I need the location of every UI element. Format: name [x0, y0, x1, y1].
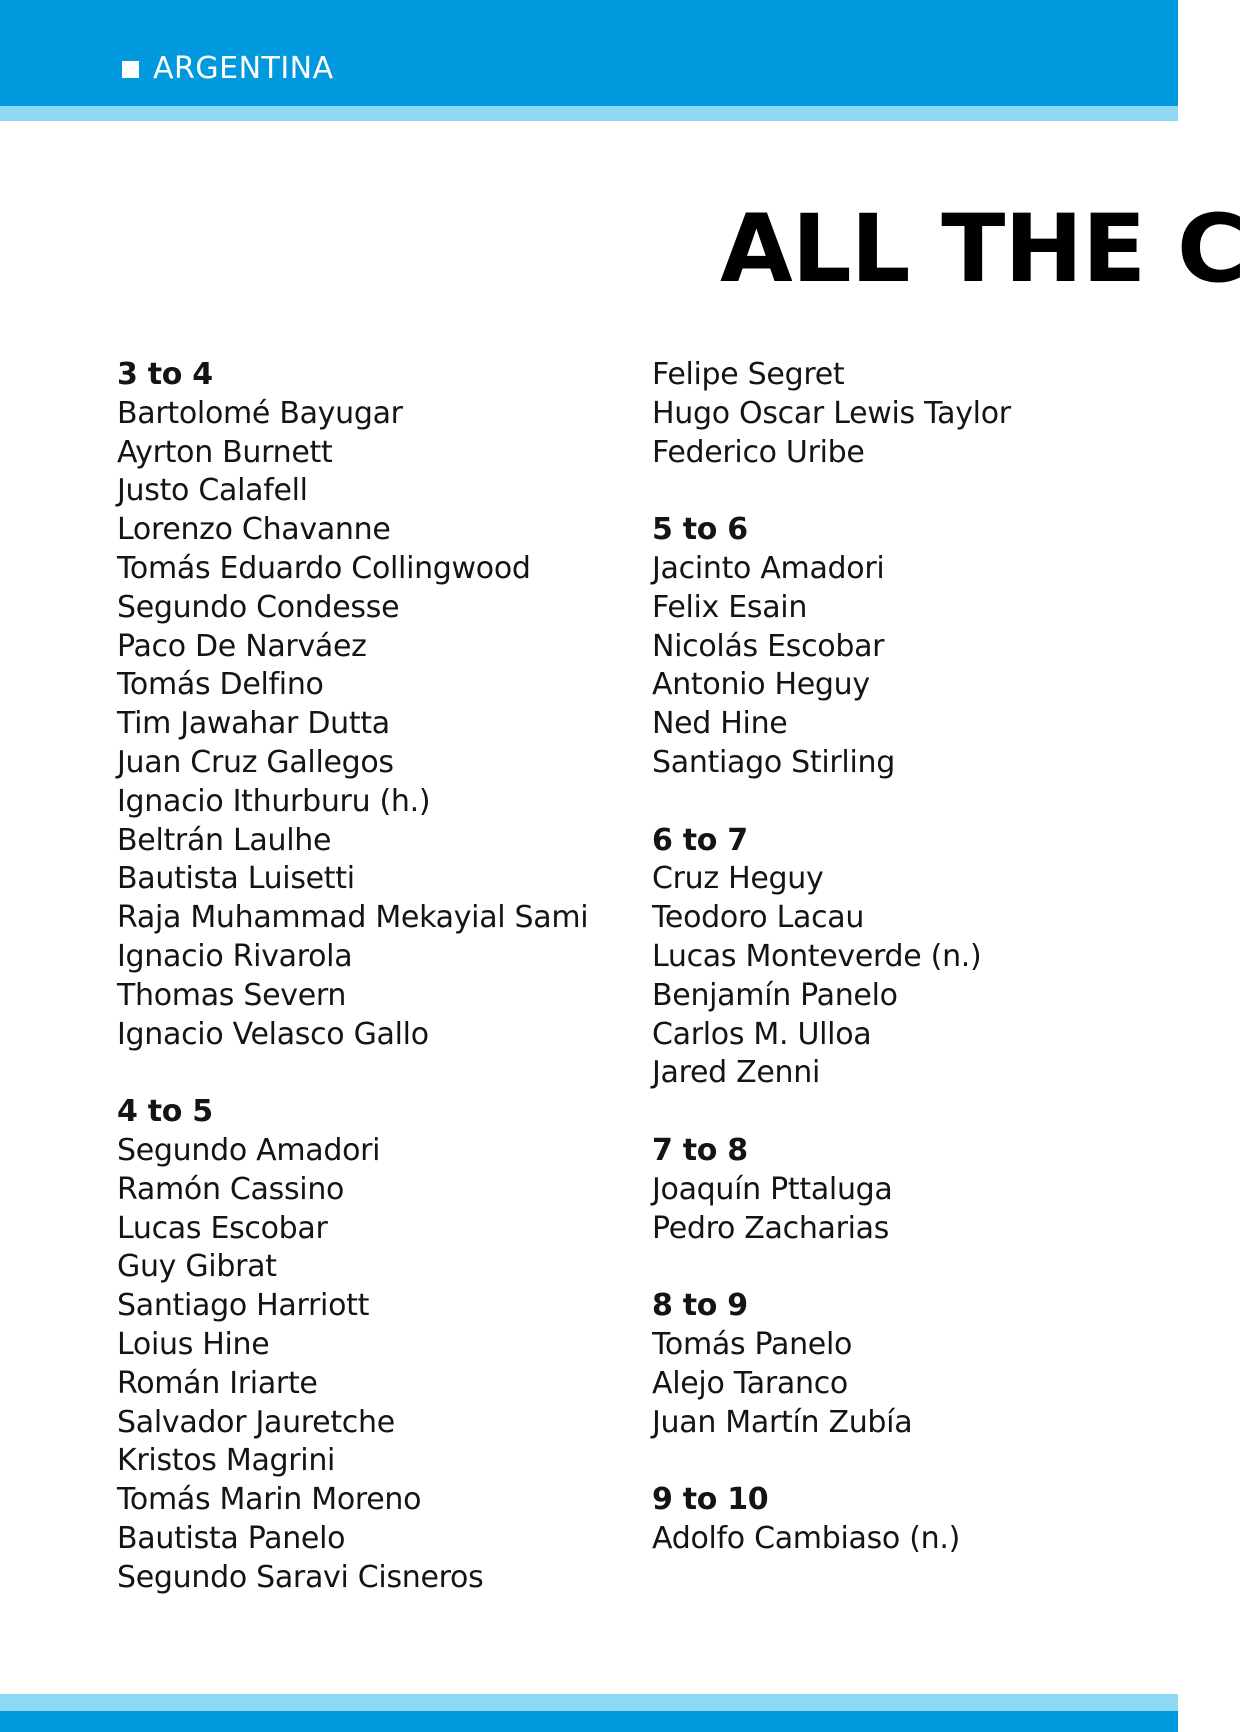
player-name: Carlos M. Ulloa: [652, 1016, 872, 1052]
player-name: Antonio Heguy: [652, 667, 870, 703]
player-name: Tomás Eduardo Collingwood: [117, 550, 531, 586]
handicap-group: [652, 1481, 1011, 1559]
player-name: Joaquín Pttaluga: [652, 1171, 893, 1207]
player-name: Tomás Panelo: [652, 1326, 853, 1362]
player-name: Ramón Cassino: [117, 1171, 345, 1207]
player-name: Alejo Taranco: [652, 1365, 848, 1401]
player-name: Segundo Condesse: [117, 589, 400, 625]
player-name: Adolfo Cambiaso (n.): [652, 1520, 960, 1556]
square-bullet-icon: [122, 61, 139, 78]
player-name: Kristos Magrini: [117, 1443, 336, 1479]
handicap-range-heading: 5 to 6: [652, 512, 748, 548]
player-name: Ignacio Rivarola: [117, 938, 353, 974]
handicap-range-heading: 9 to 10: [652, 1482, 769, 1518]
handicap-group: [117, 356, 588, 1054]
player-name: Tomás Delfino: [117, 667, 324, 703]
player-name: Thomas Severn: [117, 977, 347, 1013]
handicap-range-heading: 3 to 4: [117, 357, 213, 392]
footer-banner: [0, 1711, 1178, 1732]
player-name: Felix Esain: [652, 589, 808, 625]
player-name: Ned Hine: [652, 706, 788, 742]
player-name: Román Iriarte: [117, 1365, 318, 1401]
player-name: Pedro Zacharias: [652, 1210, 890, 1246]
handicap-range-heading: 6 to 7: [652, 822, 748, 858]
player-name: Guy Gibrat: [117, 1249, 277, 1285]
player-name: Hugo Oscar Lewis Taylor: [652, 395, 1011, 431]
handicap-column-left: [117, 356, 588, 1598]
player-name: Beltrán Laulhe: [117, 822, 332, 858]
handicap-group: [652, 822, 1011, 1094]
player-name: Bartolomé Bayugar: [117, 395, 403, 431]
player-name: Jared Zenni: [652, 1055, 821, 1091]
player-name: Bautista Panelo: [117, 1520, 346, 1556]
player-name: Juan Martín Zubía: [652, 1404, 913, 1440]
player-name: Tim Jawahar Dutta: [117, 706, 390, 742]
player-name: Ignacio Ithurburu (h.): [117, 783, 431, 819]
player-name: Federico Uribe: [652, 434, 865, 470]
player-name: Bautista Luisetti: [117, 861, 355, 897]
player-name: Ignacio Velasco Gallo: [117, 1016, 429, 1052]
page-title: ALL THE C: [720, 195, 1245, 304]
player-name: Juan Cruz Gallegos: [117, 744, 394, 780]
player-name: Lucas Escobar: [117, 1210, 328, 1246]
player-name: Teodoro Lacau: [652, 900, 865, 936]
player-name: Benjamín Panelo: [652, 977, 898, 1013]
handicap-group: [652, 1132, 1011, 1248]
handicap-group: [652, 511, 1011, 783]
player-name: Segundo Saravi Cisneros: [117, 1559, 484, 1595]
player-name: Raja Muhammad Mekayial Sami: [117, 900, 589, 936]
player-name: Santiago Stirling: [652, 744, 895, 780]
player-name: Lucas Monteverde (n.): [652, 938, 982, 974]
player-name: Lorenzo Chavanne: [117, 512, 391, 548]
player-name: Felipe Segret: [652, 357, 845, 392]
handicap-range-heading: 7 to 8: [652, 1132, 748, 1168]
handicap-group: [652, 356, 1011, 472]
header-accent-stripe: [0, 106, 1178, 121]
player-name: Justo Calafell: [117, 473, 308, 509]
player-name: Ayrton Burnett: [117, 434, 333, 470]
handicap-range-heading: 8 to 9: [652, 1288, 748, 1324]
player-name: Salvador Jauretche: [117, 1404, 395, 1440]
footer-accent-stripe: [0, 1694, 1178, 1711]
player-name: Tomás Marin Moreno: [117, 1482, 422, 1518]
player-name: Loius Hine: [117, 1326, 270, 1362]
handicap-range-heading: 4 to 5: [117, 1094, 213, 1130]
player-name: Paco De Narváez: [117, 628, 367, 664]
handicap-group: [117, 1093, 588, 1597]
player-name: Jacinto Amadori: [652, 550, 885, 586]
player-name: Segundo Amadori: [117, 1132, 381, 1168]
player-name: Santiago Harriott: [117, 1288, 370, 1324]
handicap-column-right: [652, 356, 1011, 1559]
handicap-group: [652, 1287, 1011, 1442]
player-name: Nicolás Escobar: [652, 628, 885, 664]
player-name: Cruz Heguy: [652, 861, 824, 897]
section-label: ARGENTINA: [153, 51, 334, 86]
